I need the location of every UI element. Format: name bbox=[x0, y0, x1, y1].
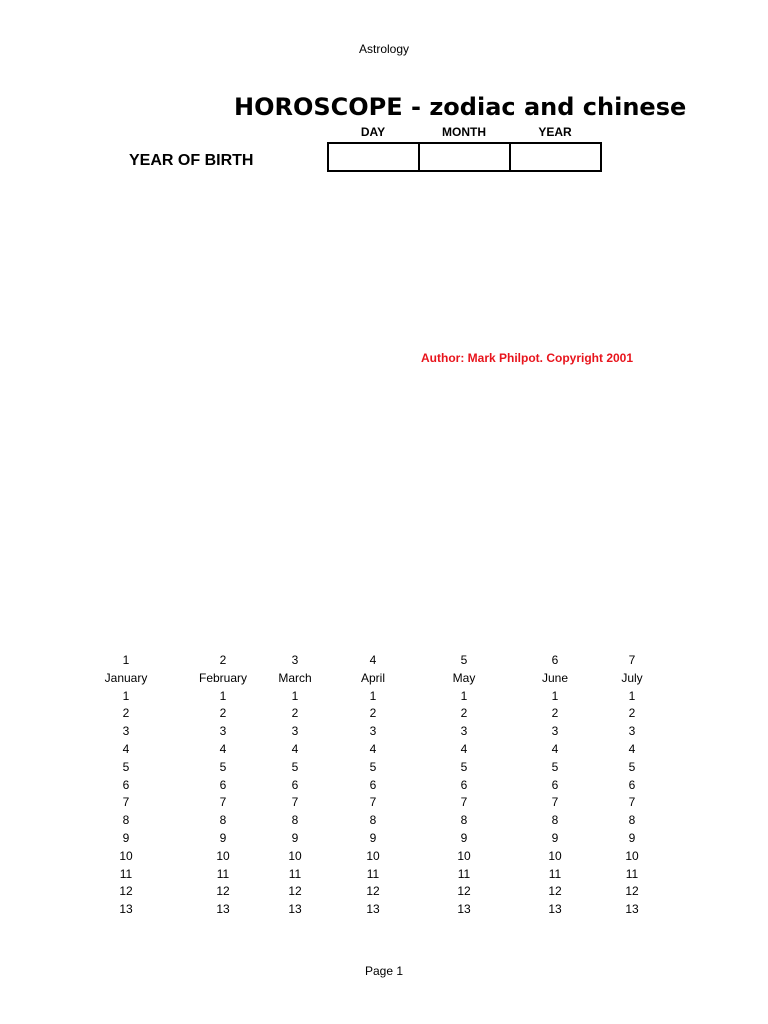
table-column bbox=[333, 652, 413, 919]
day-cell: 4 bbox=[460, 741, 468, 756]
page-header: Astrology bbox=[358, 42, 410, 56]
day-cell: 13 bbox=[548, 902, 562, 917]
day-cell: 1 bbox=[122, 688, 130, 703]
day-cell: 8 bbox=[219, 813, 227, 828]
month-name: April bbox=[360, 670, 385, 685]
month-name: May bbox=[452, 670, 476, 685]
day-cell: 11 bbox=[216, 866, 230, 881]
month-column-header: MONTH bbox=[442, 125, 486, 139]
day-cell: 6 bbox=[551, 777, 559, 792]
day-cell: 1 bbox=[291, 688, 299, 703]
day-cell: 2 bbox=[219, 706, 227, 721]
day-cell: 4 bbox=[628, 741, 636, 756]
day-cell: 10 bbox=[366, 848, 380, 863]
day-cell: 11 bbox=[288, 866, 302, 881]
day-cell: 5 bbox=[219, 759, 227, 774]
author-copyright: Author: Mark Philpot. Copyright 2001 bbox=[421, 351, 634, 365]
day-cell: 5 bbox=[460, 759, 468, 774]
month-name: February bbox=[198, 670, 248, 685]
table-column bbox=[86, 652, 166, 919]
day-cell: 9 bbox=[460, 830, 468, 845]
day-cell: 8 bbox=[460, 813, 468, 828]
year-of-birth-label: YEAR OF BIRTH bbox=[129, 152, 254, 169]
day-cell: 11 bbox=[625, 866, 639, 881]
day-cell: 4 bbox=[291, 741, 299, 756]
day-cell: 12 bbox=[119, 884, 133, 899]
day-cell: 6 bbox=[122, 777, 130, 792]
column-number: 2 bbox=[219, 653, 227, 667]
day-cell: 8 bbox=[122, 813, 130, 828]
day-cell: 5 bbox=[369, 759, 377, 774]
column-number: 5 bbox=[460, 653, 468, 667]
day-cell: 2 bbox=[460, 706, 468, 721]
day-cell: 7 bbox=[219, 795, 227, 810]
day-cell: 2 bbox=[551, 706, 559, 721]
day-cell: 8 bbox=[369, 813, 377, 828]
day-cell: 8 bbox=[628, 813, 636, 828]
table-column bbox=[424, 652, 504, 919]
day-cell: 11 bbox=[366, 866, 380, 881]
day-cell: 7 bbox=[122, 795, 130, 810]
day-cell: 6 bbox=[291, 777, 299, 792]
table-column bbox=[183, 652, 263, 919]
day-cell: 13 bbox=[288, 902, 302, 917]
day-cell: 8 bbox=[551, 813, 559, 828]
day-cell: 2 bbox=[122, 706, 130, 721]
day-cell: 12 bbox=[548, 884, 562, 899]
day-cell: 7 bbox=[628, 795, 636, 810]
day-cell: 9 bbox=[551, 830, 559, 845]
day-cell: 11 bbox=[457, 866, 471, 881]
day-cell: 11 bbox=[548, 866, 562, 881]
day-cell: 10 bbox=[548, 848, 562, 863]
day-cell: 10 bbox=[288, 848, 302, 863]
day-cell: 4 bbox=[122, 741, 130, 756]
day-cell: 4 bbox=[219, 741, 227, 756]
day-cell: 6 bbox=[628, 777, 636, 792]
page-footer: Page 1 bbox=[364, 964, 404, 978]
day-cell: 3 bbox=[122, 724, 130, 739]
day-cell: 7 bbox=[460, 795, 468, 810]
day-cell: 2 bbox=[291, 706, 299, 721]
day-cell: 1 bbox=[551, 688, 559, 703]
day-cell: 7 bbox=[369, 795, 377, 810]
day-cell: 13 bbox=[625, 902, 639, 917]
day-cell: 8 bbox=[291, 813, 299, 828]
day-cell: 6 bbox=[369, 777, 377, 792]
day-cell: 3 bbox=[628, 724, 636, 739]
day-cell: 3 bbox=[291, 724, 299, 739]
day-cell: 1 bbox=[369, 688, 377, 703]
day-cell: 5 bbox=[551, 759, 559, 774]
day-cell: 5 bbox=[122, 759, 130, 774]
day-cell: 7 bbox=[551, 795, 559, 810]
day-cell: 4 bbox=[369, 741, 377, 756]
day-cell: 1 bbox=[460, 688, 468, 703]
day-cell: 9 bbox=[219, 830, 227, 845]
day-cell: 10 bbox=[457, 848, 471, 863]
day-cell: 2 bbox=[628, 706, 636, 721]
day-cell: 10 bbox=[625, 848, 639, 863]
day-cell: 10 bbox=[216, 848, 230, 863]
month-name: June bbox=[541, 670, 569, 685]
day-cell: 3 bbox=[551, 724, 559, 739]
day-cell: 9 bbox=[369, 830, 377, 845]
day-input-box[interactable] bbox=[327, 142, 420, 172]
day-cell: 1 bbox=[628, 688, 636, 703]
column-number: 3 bbox=[291, 653, 299, 667]
day-cell: 11 bbox=[119, 866, 133, 881]
month-name: March bbox=[278, 670, 312, 685]
day-cell: 13 bbox=[216, 902, 230, 917]
table-column bbox=[592, 652, 672, 919]
year-input-box[interactable] bbox=[509, 142, 602, 172]
day-cell: 3 bbox=[219, 724, 227, 739]
day-cell: 10 bbox=[119, 848, 133, 863]
day-cell: 5 bbox=[291, 759, 299, 774]
day-cell: 12 bbox=[216, 884, 230, 899]
day-cell: 12 bbox=[625, 884, 639, 899]
day-cell: 4 bbox=[551, 741, 559, 756]
day-cell: 9 bbox=[628, 830, 636, 845]
day-cell: 5 bbox=[628, 759, 636, 774]
year-column-header: YEAR bbox=[538, 125, 572, 139]
day-column-header: DAY bbox=[360, 125, 386, 139]
month-name: January bbox=[104, 670, 148, 685]
day-cell: 12 bbox=[457, 884, 471, 899]
month-input-box[interactable] bbox=[418, 142, 511, 172]
day-cell: 2 bbox=[369, 706, 377, 721]
day-cell: 13 bbox=[366, 902, 380, 917]
title-clip bbox=[234, 91, 687, 127]
day-cell: 7 bbox=[291, 795, 299, 810]
day-cell: 3 bbox=[369, 724, 377, 739]
column-number: 7 bbox=[628, 653, 636, 667]
day-cell: 9 bbox=[122, 830, 130, 845]
day-cell: 13 bbox=[457, 902, 471, 917]
day-cell: 9 bbox=[291, 830, 299, 845]
column-number: 1 bbox=[122, 653, 130, 667]
day-cell: 13 bbox=[119, 902, 133, 917]
day-cell: 6 bbox=[460, 777, 468, 792]
column-number: 6 bbox=[551, 653, 559, 667]
page-title: HOROSCOPE - zodiac and chinese bbox=[234, 93, 687, 121]
column-number: 4 bbox=[369, 653, 377, 667]
month-name: July bbox=[621, 670, 643, 685]
day-cell: 12 bbox=[366, 884, 380, 899]
day-cell: 1 bbox=[219, 688, 227, 703]
day-cell: 6 bbox=[219, 777, 227, 792]
day-cell: 12 bbox=[288, 884, 302, 899]
table-column bbox=[255, 652, 335, 919]
table-column bbox=[515, 652, 595, 919]
day-cell: 3 bbox=[460, 724, 468, 739]
